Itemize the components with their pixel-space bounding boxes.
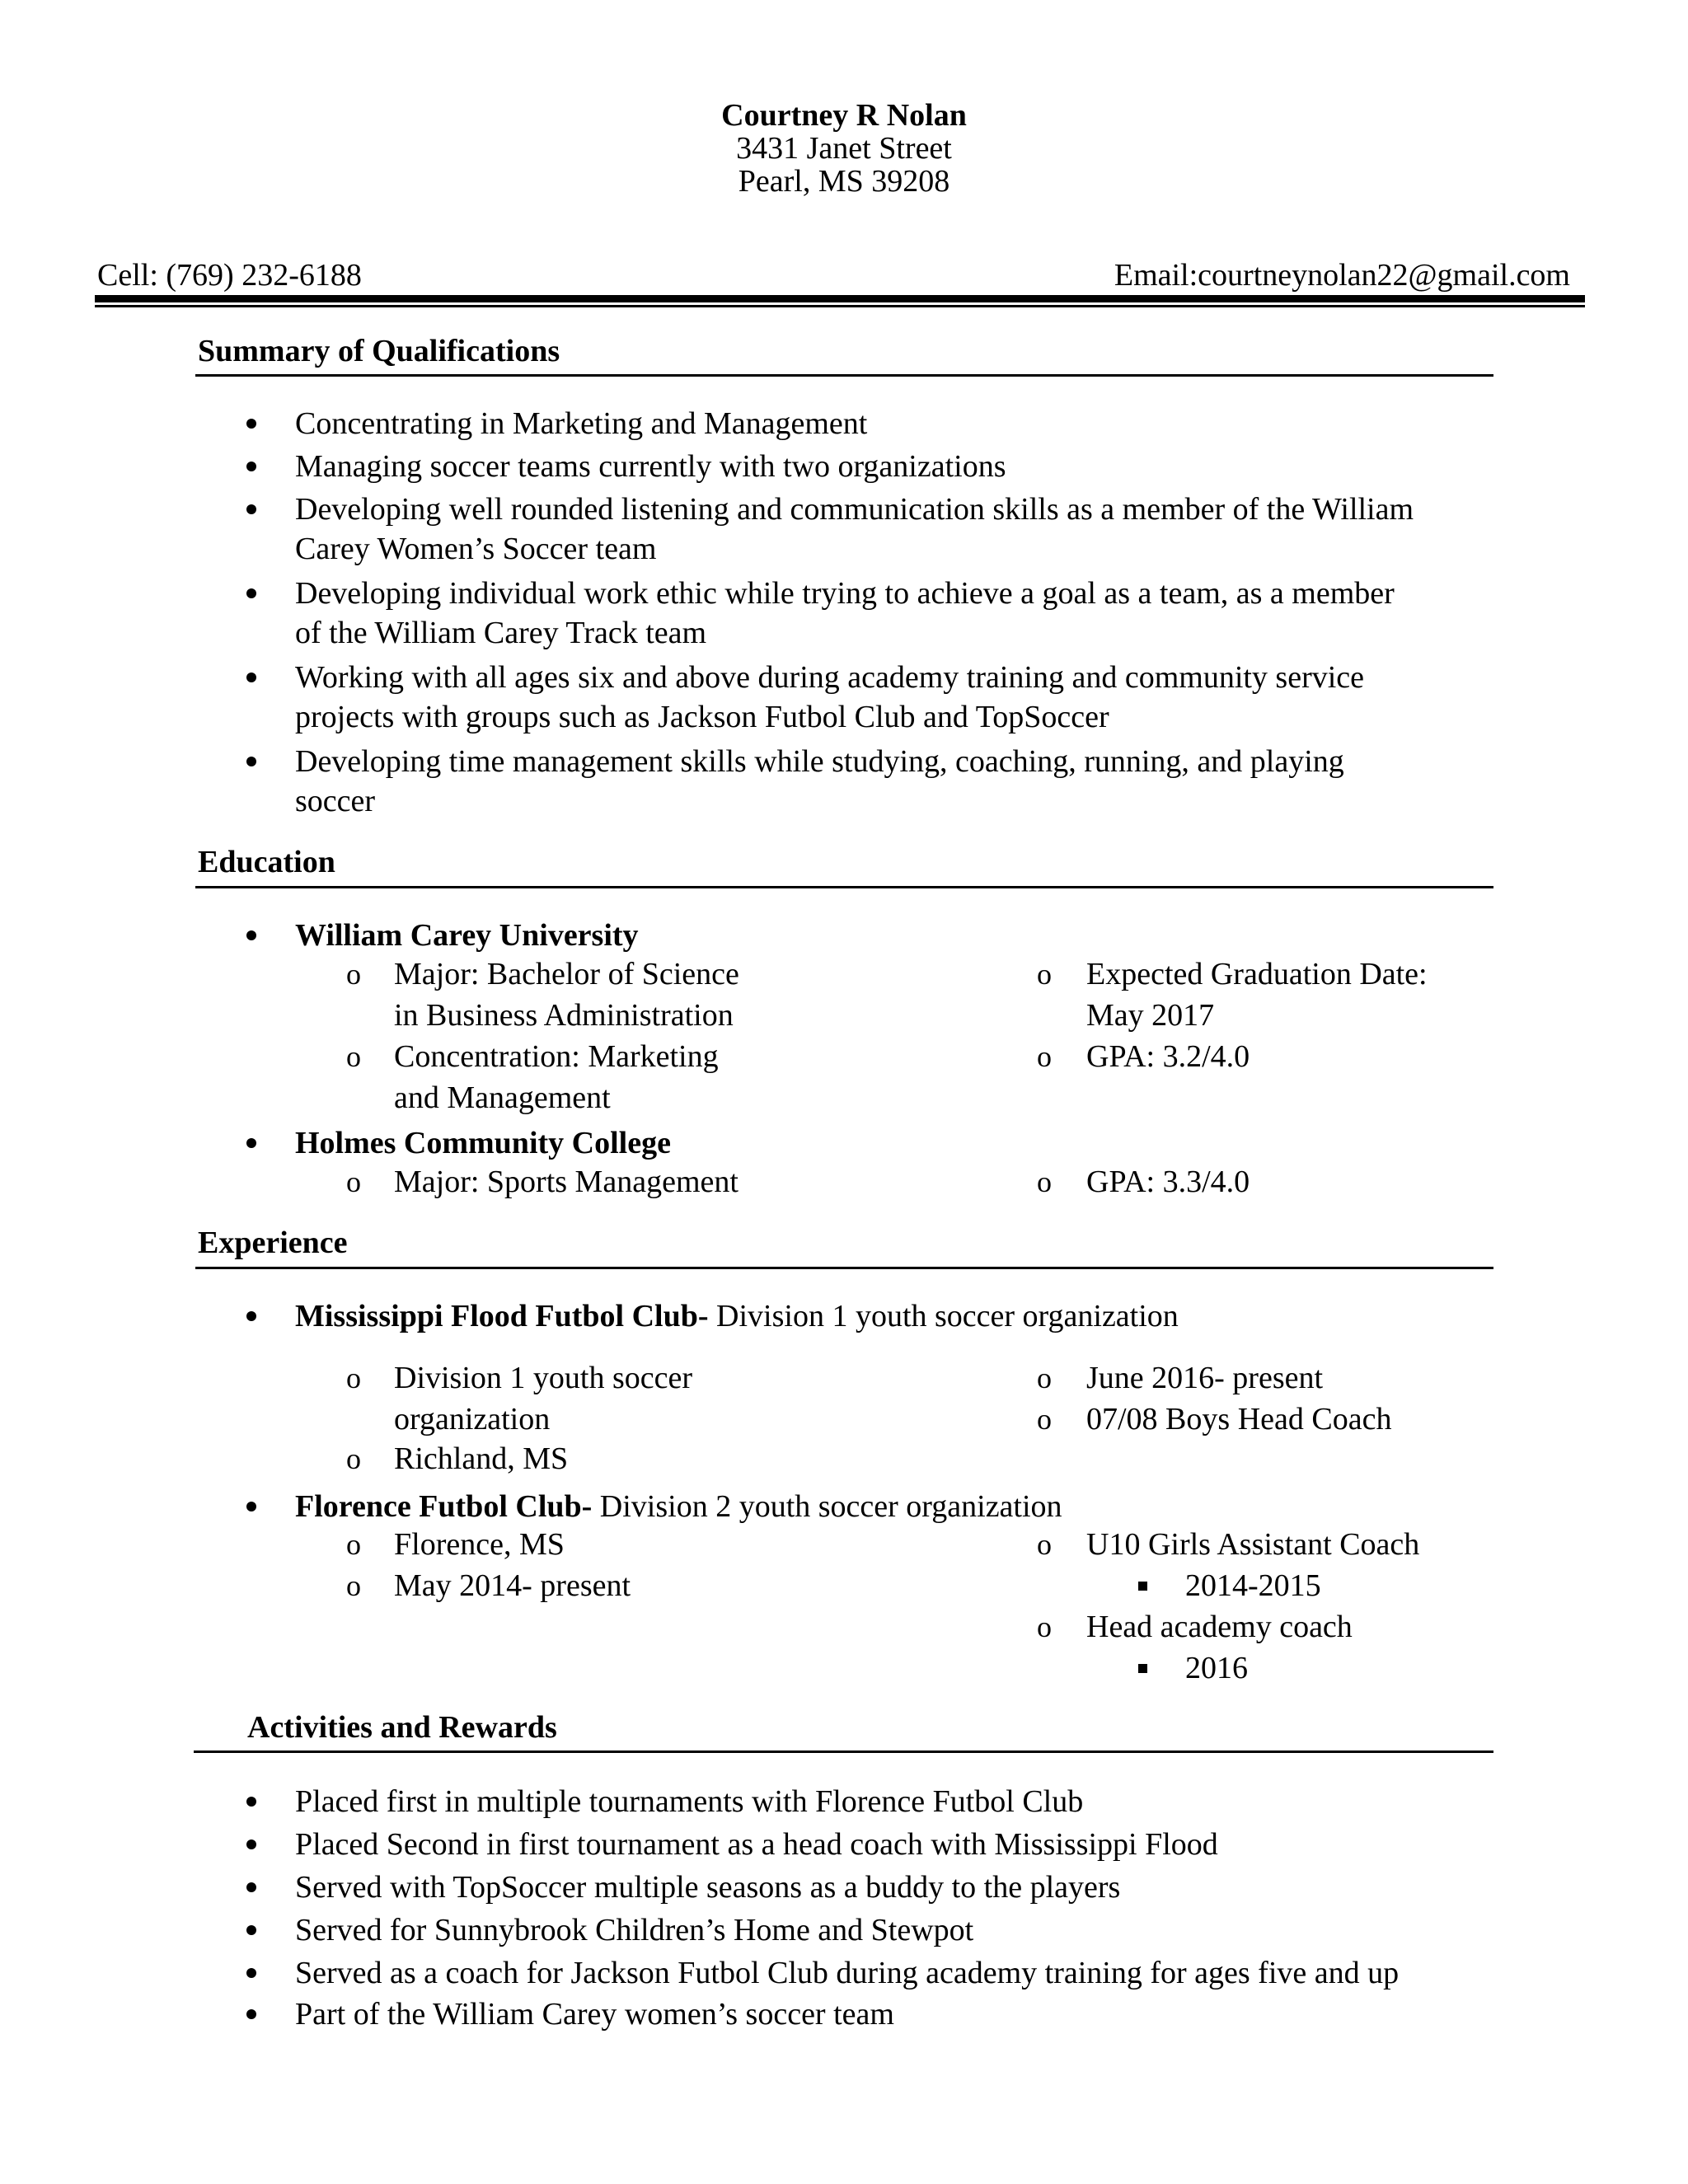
- activity-item: Part of the William Carey women’s soccer team: [295, 1997, 894, 2032]
- job-role: U10 Girls Assistant Coach: [1086, 1527, 1420, 1562]
- sub-bullet: o: [1037, 1040, 1052, 1073]
- summary-item: Developing individual work ethic while trying to achieve a goal as a team, as a member: [295, 576, 1395, 611]
- summary-item: Concentrating in Marketing and Management: [295, 406, 868, 441]
- bullet-dot: [246, 1925, 256, 1935]
- summary-item-continued: projects with groups such as Jackson Futbol Club and TopSoccer: [295, 700, 1109, 734]
- sub-bullet: o: [346, 1442, 361, 1475]
- job-detail-continued: organization: [394, 1402, 551, 1436]
- school-name: Holmes Community College: [295, 1126, 671, 1160]
- activity-item: Placed first in multiple tournaments with Florence Futbol Club: [295, 1784, 1084, 1819]
- school-concentration-continued: and Management: [394, 1080, 611, 1115]
- bullet-dot: [246, 1502, 256, 1511]
- city-state-zip: Pearl, MS 39208: [738, 164, 950, 199]
- job-location: Florence, MS: [394, 1527, 565, 1562]
- job-title-line: [295, 1487, 1062, 1526]
- job-name: Florence Futbol Club-: [295, 1489, 593, 1524]
- sub-bullet: o: [346, 1165, 361, 1198]
- email-address: Email:courtneynolan22@gmail.com: [1114, 258, 1570, 293]
- header-divider-thick: [95, 295, 1585, 302]
- sub-bullet: o: [1037, 1528, 1052, 1561]
- bullet-dot: [246, 1882, 256, 1892]
- bullet-dot: [246, 588, 256, 598]
- job-dates: May 2014- present: [394, 1568, 631, 1603]
- graduation-date-continued: May 2017: [1086, 998, 1215, 1033]
- school-major: Major: Sports Management: [394, 1165, 738, 1199]
- activities-heading: Activities and Rewards: [247, 1710, 557, 1745]
- activities-rule: [194, 1750, 1493, 1753]
- bullet-dot: [246, 1797, 256, 1807]
- activity-item: Served as a coach for Jackson Futbol Club during academy training for ages five and up: [295, 1956, 1400, 1990]
- header-divider-thin: [95, 305, 1585, 307]
- job-role-years: 2014-2015: [1185, 1568, 1321, 1603]
- education-rule: [195, 886, 1493, 888]
- summary-item: Developing time management skills while studying, coaching, running, and playing: [295, 744, 1344, 779]
- experience-heading: Experience: [198, 1226, 348, 1260]
- sub-bullet: o: [346, 1361, 361, 1394]
- activity-item: Served for Sunnybrook Children’s Home and Stewpot: [295, 1913, 974, 1947]
- bullet-dot: [246, 757, 256, 766]
- square-bullet: [1138, 1664, 1147, 1673]
- sub-bullet: o: [1037, 958, 1052, 991]
- summary-item-continued: of the William Carey Track team: [295, 616, 707, 650]
- sub-bullet: o: [346, 958, 361, 991]
- sub-bullet: o: [346, 1569, 361, 1602]
- sub-bullet: o: [346, 1040, 361, 1073]
- square-bullet: [1138, 1582, 1147, 1591]
- job-description: Division 1 youth soccer organization: [708, 1299, 1179, 1333]
- street-address: 3431 Janet Street: [736, 131, 952, 166]
- bullet-dot: [246, 1840, 256, 1849]
- bullet-dot: [246, 1968, 256, 1978]
- candidate-name: Courtney R Nolan: [721, 98, 967, 133]
- job-description: Division 2 youth soccer organization: [592, 1489, 1062, 1524]
- summary-item: Managing soccer teams currently with two organizations: [295, 449, 1006, 484]
- job-role: 07/08 Boys Head Coach: [1086, 1402, 1392, 1436]
- school-gpa: GPA: 3.2/4.0: [1086, 1039, 1250, 1074]
- sub-bullet: o: [1037, 1610, 1052, 1643]
- school-major: Major: Bachelor of Science: [394, 957, 739, 991]
- bullet-dot: [246, 2009, 256, 2019]
- activity-item: Placed Second in first tournament as a head coach with Mississippi Flood: [295, 1827, 1218, 1862]
- summary-item: Developing well rounded listening and communication skills as a member of the William: [295, 492, 1414, 527]
- bullet-dot: [246, 462, 256, 471]
- bullet-dot: [246, 419, 256, 429]
- school-major-continued: in Business Administration: [394, 998, 734, 1033]
- bullet-dot: [246, 504, 256, 514]
- summary-rule: [195, 374, 1493, 377]
- summary-item-continued: Carey Women’s Soccer team: [295, 532, 657, 566]
- school-name: William Carey University: [295, 918, 639, 953]
- sub-bullet: o: [1037, 1403, 1052, 1436]
- bullet-dot: [246, 1311, 256, 1321]
- job-name: Mississippi Flood Futbol Club-: [295, 1299, 709, 1333]
- summary-item-continued: soccer: [295, 784, 376, 818]
- education-heading: Education: [198, 845, 335, 879]
- bullet-dot: [246, 1138, 256, 1148]
- job-role: Head academy coach: [1086, 1610, 1353, 1644]
- job-title-line: [295, 1296, 1179, 1336]
- experience-rule: [195, 1267, 1493, 1269]
- bullet-dot: [246, 930, 256, 940]
- summary-item: Working with all ages six and above during academy training and community service: [295, 660, 1365, 695]
- job-detail: Division 1 youth soccer: [394, 1361, 693, 1395]
- school-gpa: GPA: 3.3/4.0: [1086, 1165, 1250, 1199]
- summary-heading: Summary of Qualifications: [198, 334, 560, 368]
- bullet-dot: [246, 673, 256, 682]
- sub-bullet: o: [1037, 1165, 1052, 1198]
- graduation-date: Expected Graduation Date:: [1086, 957, 1428, 991]
- sub-bullet: o: [346, 1528, 361, 1561]
- cell-phone: Cell: (769) 232-6188: [97, 258, 362, 293]
- job-location: Richland, MS: [394, 1441, 569, 1476]
- sub-bullet: o: [1037, 1361, 1052, 1394]
- school-concentration: Concentration: Marketing: [394, 1039, 719, 1074]
- job-role-years: 2016: [1185, 1651, 1248, 1685]
- activity-item: Served with TopSoccer multiple seasons as a buddy to the players: [295, 1870, 1121, 1905]
- job-dates: June 2016- present: [1086, 1361, 1324, 1395]
